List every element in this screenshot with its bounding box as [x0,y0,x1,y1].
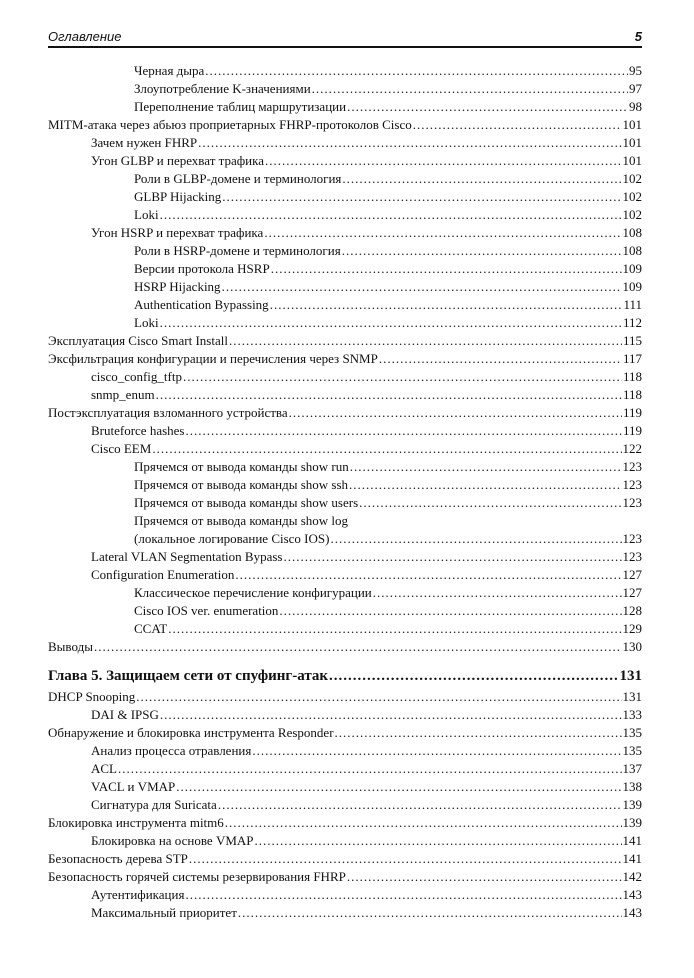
toc-entry-page: 109 [622,279,642,294]
toc-entry-title: Прячемся от вывода команды show ssh [134,477,349,492]
toc-entry-page: 102 [622,189,642,204]
dot-leader [279,602,621,620]
dot-leader [189,850,622,868]
toc-entry-title: Обнаружение и блокировка инструмента Responder [48,725,334,740]
toc-entry-title: Черная дыра [134,63,205,78]
toc-entry-page: 142 [622,869,642,884]
toc-entry-title: Роли в GLBP-домене и терминология [134,171,342,186]
toc-entry-page: 119 [622,423,642,438]
toc-entry[interactable] [48,796,642,814]
toc-entry[interactable] [48,206,642,224]
dot-leader [186,422,622,440]
toc-entry-title: Угон GLBP и перехват трафика [91,153,265,168]
toc-entry[interactable] [48,80,642,98]
toc-entry[interactable] [48,188,642,206]
toc-entry-page: 141 [622,851,642,866]
dot-leader [265,152,621,170]
dot-leader [373,584,622,602]
toc-entry-title: HSRP Hijacking [134,279,221,294]
dot-leader [347,98,628,116]
toc-entry[interactable] [48,620,642,638]
toc-entry-page: 139 [622,815,642,830]
dot-leader [359,494,621,512]
dot-leader [160,206,622,224]
toc-entry-title: Аутентификация [91,887,185,902]
toc-entry-page: 123 [622,459,642,474]
toc-entry-title: CCAT [134,621,168,636]
toc-entry-continuation [134,530,642,548]
toc-entry-title: ACL [91,761,117,776]
toc-entry-title: Безопасность горячей системы резервирования FHRP [48,869,346,884]
toc-entry-title: Классическое перечисление конфигурации [134,585,372,600]
toc-entry-title: Эксфильтрация конфигурации и перечисления через SNMP [48,351,378,366]
dot-leader [342,170,621,188]
toc-entry-title: Угон HSRP и перехват трафика [91,225,264,240]
toc-entry-title: Loki [134,315,159,330]
toc-entry-title: Блокировка инструмента mitm6 [48,815,224,830]
toc-entry[interactable] [48,814,642,832]
toc-entry-title: Прячемся от вывода команды show log [134,513,349,528]
toc-entry-page: 112 [622,315,642,330]
toc-entry[interactable] [48,886,642,904]
toc-entry-title: Loki [134,207,159,222]
dot-leader [347,868,622,886]
dot-leader [183,368,622,386]
toc-entry-title-continued: (локальное логирование Cisco IOS) [134,531,330,546]
toc-entry[interactable] [48,116,642,134]
toc-entry-page: 135 [622,743,642,758]
toc-entry-page: 101 [622,135,642,150]
toc-entry-page: 95 [629,63,642,78]
toc-entry-title: Configuration Enumeration [91,567,235,582]
dot-leader [225,814,622,832]
toc-entry-page: 101 [622,117,642,132]
toc-entry[interactable] [48,62,642,80]
toc-entry[interactable] [48,512,642,548]
dot-leader [330,530,621,548]
toc-entry-page: 123 [622,531,642,546]
dot-leader [413,116,622,134]
toc-entry-page: 131 [619,668,642,684]
toc-entry[interactable] [48,494,642,512]
running-header [48,27,642,47]
dot-leader [350,458,622,476]
toc-entry[interactable] [48,566,642,584]
toc-entry[interactable] [48,742,642,760]
toc-entry[interactable] [48,152,642,170]
toc-entry[interactable] [48,602,642,620]
toc-entry-page: 139 [622,797,642,812]
dot-leader [168,620,621,638]
toc-entry-title: MITM-атака через абьюз проприетарных FHRP-протоколов Cisco [48,117,412,132]
dot-leader [329,666,618,686]
dot-leader [218,796,622,814]
toc-entry[interactable] [48,458,642,476]
dot-leader [160,706,622,724]
toc-entry[interactable] [48,638,642,656]
toc-entry-title: snmp_enum [91,387,155,402]
toc-entry-title: Cisco IOS ver. enumeration [134,603,279,618]
toc-entry[interactable] [48,332,642,350]
toc-entry-page: 143 [622,905,642,920]
toc-entry[interactable] [48,224,642,242]
toc-entry[interactable] [48,548,642,566]
toc-entry[interactable] [48,832,642,850]
toc-entry-page: 102 [622,207,642,222]
toc-entry[interactable] [48,350,642,368]
running-header-section: Оглавление [48,29,122,44]
dot-leader [283,548,621,566]
toc-entry-page: 123 [622,549,642,564]
toc-entry-title: Версии протокола HSRP [134,261,270,276]
toc-entry-title: Сигнатура для Suricata [91,797,217,812]
toc-entry-page: 111 [623,297,642,312]
dot-leader [349,476,621,494]
toc-entry[interactable] [48,706,642,724]
toc-entry[interactable] [48,850,642,868]
toc-entry-page: 101 [622,153,642,168]
toc-entry[interactable] [48,98,642,116]
toc-entry-page: 128 [622,603,642,618]
dot-leader [235,566,621,584]
toc-entry-page: 123 [622,495,642,510]
toc-entry[interactable] [48,404,642,422]
toc-entry[interactable] [48,386,642,404]
dot-leader [160,314,622,332]
toc-entry[interactable] [48,134,642,152]
dot-leader [255,832,622,850]
toc-entry-title: cisco_config_tftp [91,369,182,384]
toc-entry[interactable] [48,724,642,742]
toc-entry-title: GLBP Hijacking [134,189,222,204]
toc-entry[interactable] [48,476,642,494]
dot-leader [222,278,622,296]
dot-leader [156,386,622,404]
toc-entry-page: 133 [622,707,642,722]
toc-entry-title: Cisco EEM [91,441,152,456]
toc-entry-title: Прячемся от вывода команды show users [134,495,359,510]
toc-entry-page: 123 [622,477,642,492]
dot-leader [94,638,622,656]
toc-entry[interactable] [48,688,642,706]
toc-entry-title: Bruteforce hashes [91,423,185,438]
toc-entry[interactable] [48,170,642,188]
toc-entry-title: VACL и VMAP [91,779,176,794]
toc-entry-title: Эксплуатация Cisco Smart Install [48,333,228,348]
dot-leader [289,404,622,422]
toc-entry-title: Блокировка на основе VMAP [91,833,254,848]
toc-entry-title: Постэксплуатация взломанного устройства [48,405,288,420]
toc-entry-page: 131 [622,689,642,704]
toc-entry-page: 127 [622,585,642,600]
dot-leader [238,904,622,922]
dot-leader [264,224,621,242]
toc-entry[interactable] [48,296,642,314]
toc-entry-page: 117 [622,351,642,366]
toc-entry-page: 118 [622,369,642,384]
dot-leader [152,440,621,458]
toc-entry-page: 130 [622,639,642,654]
header-rule [48,46,642,48]
toc-entry-page: 109 [622,261,642,276]
toc-entry-page: 141 [622,833,642,848]
toc-entry-page: 135 [622,725,642,740]
dot-leader [271,260,622,278]
toc-entry-page: 137 [622,761,642,776]
toc-entry-page: 97 [629,81,642,96]
toc-entry-page: 108 [622,225,642,240]
toc-entry-title: Переполнение таблиц маршрутизации [134,99,347,114]
dot-leader [379,350,622,368]
dot-leader [229,332,622,350]
toc-entry[interactable] [48,422,642,440]
toc-entry[interactable] [48,242,642,260]
toc-entry-title: Выводы [48,639,93,654]
dot-leader [198,134,621,152]
toc-entry-page: 119 [622,405,642,420]
toc-entry[interactable] [48,314,642,332]
toc-entry-page: 122 [622,441,642,456]
toc-entry[interactable] [48,440,642,458]
toc-entry[interactable] [48,278,642,296]
toc-entry-title: Глава 5. Защищаем сети от спуфинг-атак [48,668,329,684]
dot-leader [252,742,621,760]
toc-entry-page: 129 [622,621,642,636]
toc-entry-page: 143 [622,887,642,902]
dot-leader [118,760,622,778]
toc-entry[interactable] [48,868,642,886]
toc-entry-title: Прячемся от вывода команды show run [134,459,349,474]
toc-entry-page: 108 [622,243,642,258]
toc-entry[interactable] [48,760,642,778]
dot-leader [342,242,622,260]
dot-leader [312,80,628,98]
toc-entry[interactable] [48,260,642,278]
toc-entry-title: Authentication Bypassing [134,297,269,312]
toc-entry-page: 102 [622,171,642,186]
toc-entry-title: Анализ процесса отравления [91,743,252,758]
toc-entry-page: 138 [622,779,642,794]
toc-chapter-entry[interactable] [48,666,642,686]
toc-entry-title: DHCP Snooping [48,689,136,704]
toc-entry-title: Злоупотребление K-значениями [134,81,311,96]
toc-entry-title: Роли в HSRP-домене и терминология [134,243,341,258]
dot-leader [335,724,622,742]
toc-entry-page: 98 [629,99,642,114]
toc-entry-title: DAI & IPSG [91,707,159,722]
toc-entry-title: Зачем нужен FHRP [91,135,198,150]
toc-entry-page: 118 [622,387,642,402]
toc-entry[interactable] [48,368,642,386]
toc-entry[interactable] [48,584,642,602]
dot-leader [136,688,621,706]
toc-entry-title: Безопасность дерева STP [48,851,188,866]
dot-leader [176,778,621,796]
toc-entry-page: 115 [622,333,642,348]
dot-leader [222,188,621,206]
toc-entry[interactable] [48,904,642,922]
dot-leader [185,886,621,904]
toc-entry-title: Максимальный приоритет [91,905,237,920]
dot-leader [270,296,623,314]
table-of-contents [48,62,642,922]
page-number: 5 [634,29,642,44]
toc-entry[interactable] [48,778,642,796]
toc-entry-title: Lateral VLAN Segmentation Bypass [91,549,283,564]
toc-entry-page: 127 [622,567,642,582]
dot-leader [205,62,628,80]
